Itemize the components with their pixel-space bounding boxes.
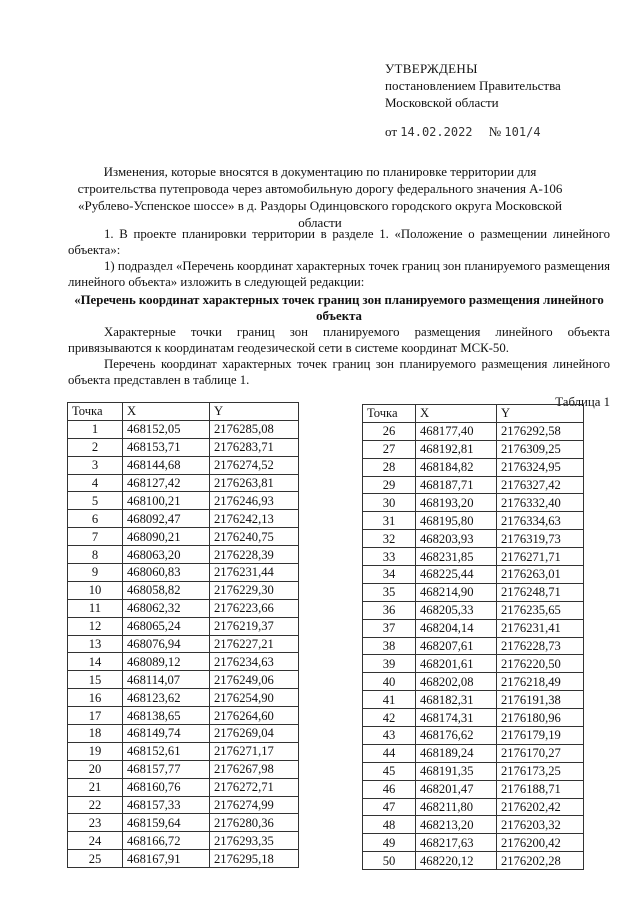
paragraph-3: Характерные точки границ зон планируемого размещения линейного объекта привязываются к координатам геодезической сети в системе координат МСК-50. <box>68 325 610 355</box>
cell-x: 468191,35 <box>416 762 497 780</box>
cell-point: 18 <box>68 725 123 743</box>
approval-date: 14.02.2022 <box>400 125 473 139</box>
table-row <box>68 796 299 814</box>
cell-point: 34 <box>363 566 416 584</box>
table-row <box>363 673 584 691</box>
table-row <box>68 850 299 868</box>
cell-x: 468202,08 <box>416 673 497 691</box>
cell-point: 31 <box>363 512 416 530</box>
cell-y: 2176219,37 <box>210 617 299 635</box>
table-row <box>363 476 584 494</box>
cell-y: 2176254,90 <box>210 689 299 707</box>
cell-y: 2176285,08 <box>210 420 299 438</box>
cell-y: 2176264,60 <box>210 707 299 725</box>
cell-y: 2176283,71 <box>210 438 299 456</box>
cell-y: 2176200,42 <box>497 834 584 852</box>
cell-point: 32 <box>363 530 416 548</box>
table-row <box>68 528 299 546</box>
cell-point: 11 <box>68 599 123 617</box>
approval-line-1: постановлением Правительства <box>385 78 561 93</box>
cell-x: 468207,61 <box>416 637 497 655</box>
cell-x: 468144,68 <box>123 456 210 474</box>
table-row <box>363 566 584 584</box>
number-prefix: № <box>488 124 502 139</box>
cell-x: 468127,42 <box>123 474 210 492</box>
approval-block <box>385 60 625 141</box>
cell-point: 37 <box>363 619 416 637</box>
cell-point: 26 <box>363 422 416 440</box>
cell-x: 468157,77 <box>123 760 210 778</box>
cell-y: 2176234,63 <box>210 653 299 671</box>
cell-y: 2176274,99 <box>210 796 299 814</box>
cell-x: 468123,62 <box>123 689 210 707</box>
cell-y: 2176235,65 <box>497 601 584 619</box>
cell-point: 5 <box>68 492 123 510</box>
table-row <box>363 834 584 852</box>
cell-x: 468189,24 <box>416 744 497 762</box>
coordinates-table-right <box>362 404 584 870</box>
cell-x: 468176,62 <box>416 727 497 745</box>
cell-point: 6 <box>68 510 123 528</box>
cell-y: 2176246,93 <box>210 492 299 510</box>
table-row <box>68 725 299 743</box>
cell-y: 2176218,49 <box>497 673 584 691</box>
table-row <box>363 655 584 673</box>
cell-x: 468217,63 <box>416 834 497 852</box>
cell-x: 468152,05 <box>123 420 210 438</box>
paragraph-2: 1) подраздел «Перечень координат характерных точек границ зон планируемого размещения линейного объекта» изложить в следующей редакции: <box>68 259 610 289</box>
cell-y: 2176309,25 <box>497 440 584 458</box>
table-row <box>363 512 584 530</box>
cell-x: 468213,20 <box>416 816 497 834</box>
table-row <box>68 760 299 778</box>
cell-x: 468193,20 <box>416 494 497 512</box>
cell-x: 468092,47 <box>123 510 210 528</box>
table-row <box>68 707 299 725</box>
cell-y: 2176293,35 <box>210 832 299 850</box>
cell-y: 2176274,52 <box>210 456 299 474</box>
cell-x: 468090,21 <box>123 528 210 546</box>
cell-x: 468211,80 <box>416 798 497 816</box>
cell-point: 42 <box>363 709 416 727</box>
table-row <box>68 742 299 760</box>
cell-point: 48 <box>363 816 416 834</box>
cell-y: 2176271,17 <box>210 742 299 760</box>
table-row <box>68 814 299 832</box>
cell-point: 29 <box>363 476 416 494</box>
date-prefix: от <box>385 124 398 139</box>
header-y: Y <box>210 403 299 421</box>
cell-y: 2176188,71 <box>497 780 584 798</box>
cell-x: 468204,14 <box>416 619 497 637</box>
cell-x: 468167,91 <box>123 850 210 868</box>
cell-point: 1 <box>68 420 123 438</box>
cell-point: 30 <box>363 494 416 512</box>
table-row <box>363 619 584 637</box>
cell-x: 468058,82 <box>123 581 210 599</box>
table-row <box>363 762 584 780</box>
cell-x: 468153,71 <box>123 438 210 456</box>
cell-point: 35 <box>363 583 416 601</box>
approval-meta <box>385 123 625 141</box>
cell-x: 468187,71 <box>416 476 497 494</box>
cell-x: 468149,74 <box>123 725 210 743</box>
table-row <box>68 474 299 492</box>
cell-point: 23 <box>68 814 123 832</box>
cell-x: 468184,82 <box>416 458 497 476</box>
cell-x: 468157,33 <box>123 796 210 814</box>
table-row <box>68 832 299 850</box>
cell-x: 468166,72 <box>123 832 210 850</box>
cell-point: 12 <box>68 617 123 635</box>
cell-y: 2176170,27 <box>497 744 584 762</box>
table-row <box>363 422 584 440</box>
table-row <box>363 601 584 619</box>
table-row <box>363 852 584 870</box>
cell-point: 21 <box>68 778 123 796</box>
cell-x: 468152,61 <box>123 742 210 760</box>
cell-y: 2176202,28 <box>497 852 584 870</box>
cell-point: 43 <box>363 727 416 745</box>
table-row <box>68 510 299 528</box>
table-row <box>363 548 584 566</box>
cell-point: 14 <box>68 653 123 671</box>
cell-y: 2176203,32 <box>497 816 584 834</box>
cell-x: 468089,12 <box>123 653 210 671</box>
table-row <box>68 671 299 689</box>
cell-point: 3 <box>68 456 123 474</box>
header-y: Y <box>497 405 584 423</box>
cell-x: 468231,85 <box>416 548 497 566</box>
cell-point: 50 <box>363 852 416 870</box>
table-caption: Таблица 1 <box>555 395 610 409</box>
cell-point: 17 <box>68 707 123 725</box>
table-row <box>363 780 584 798</box>
cell-y: 2176227,21 <box>210 635 299 653</box>
cell-point: 19 <box>68 742 123 760</box>
cell-x: 468138,65 <box>123 707 210 725</box>
cell-point: 15 <box>68 671 123 689</box>
cell-y: 2176269,04 <box>210 725 299 743</box>
cell-y: 2176191,38 <box>497 691 584 709</box>
cell-y: 2176240,75 <box>210 528 299 546</box>
cell-x: 468192,81 <box>416 440 497 458</box>
cell-point: 8 <box>68 546 123 564</box>
section-title: «Перечень координат характерных точек границ зон планируемого размещения линейного объекта <box>74 293 604 323</box>
cell-point: 10 <box>68 581 123 599</box>
cell-x: 468205,33 <box>416 601 497 619</box>
cell-y: 2176280,36 <box>210 814 299 832</box>
cell-point: 39 <box>363 655 416 673</box>
table-row <box>68 599 299 617</box>
cell-point: 45 <box>363 762 416 780</box>
cell-point: 33 <box>363 548 416 566</box>
cell-x: 468160,76 <box>123 778 210 796</box>
table-row <box>68 438 299 456</box>
cell-y: 2176292,58 <box>497 422 584 440</box>
cell-point: 44 <box>363 744 416 762</box>
cell-point: 22 <box>68 796 123 814</box>
table-row <box>363 637 584 655</box>
cell-y: 2176179,19 <box>497 727 584 745</box>
cell-x: 468225,44 <box>416 566 497 584</box>
cell-x: 468195,80 <box>416 512 497 530</box>
cell-point: 24 <box>68 832 123 850</box>
table-row <box>68 778 299 796</box>
approval-line-2: Московской области <box>385 95 499 110</box>
cell-y: 2176228,39 <box>210 546 299 564</box>
table-row <box>363 709 584 727</box>
table-row <box>68 689 299 707</box>
cell-x: 468060,83 <box>123 564 210 582</box>
table-row <box>68 653 299 671</box>
cell-point: 47 <box>363 798 416 816</box>
cell-y: 2176319,73 <box>497 530 584 548</box>
cell-point: 41 <box>363 691 416 709</box>
cell-x: 468177,40 <box>416 422 497 440</box>
cell-y: 2176267,98 <box>210 760 299 778</box>
cell-x: 468220,12 <box>416 852 497 870</box>
cell-y: 2176231,41 <box>497 619 584 637</box>
cell-y: 2176202,42 <box>497 798 584 816</box>
table-row <box>68 564 299 582</box>
header-point: Точка <box>68 403 123 421</box>
cell-y: 2176242,13 <box>210 510 299 528</box>
cell-x: 468214,90 <box>416 583 497 601</box>
cell-y: 2176334,63 <box>497 512 584 530</box>
cell-point: 28 <box>363 458 416 476</box>
table-row <box>68 420 299 438</box>
cell-y: 2176228,73 <box>497 637 584 655</box>
cell-point: 27 <box>363 440 416 458</box>
cell-y: 2176180,96 <box>497 709 584 727</box>
paragraph-1: 1. В проекте планировки территории в разделе 1. «Положение о размещении линейного объекта»: <box>68 227 610 257</box>
approval-number: 101/4 <box>504 125 541 139</box>
header-x: X <box>416 405 497 423</box>
cell-y: 2176263,81 <box>210 474 299 492</box>
table-row <box>363 691 584 709</box>
cell-point: 25 <box>68 850 123 868</box>
cell-y: 2176173,25 <box>497 762 584 780</box>
cell-x: 468201,61 <box>416 655 497 673</box>
table-row <box>363 727 584 745</box>
table-row <box>363 798 584 816</box>
document-heading: Изменения, которые вносятся в документацию по планировке территории для строительства путепровода через автомобильную дорогу федерального значения А-106 «Рублево-Успенское шоссе» в д. Раздоры Одинцовского городского округа Московской области <box>77 164 563 230</box>
cell-y: 2176272,71 <box>210 778 299 796</box>
cell-point: 20 <box>68 760 123 778</box>
table-header-row <box>68 403 299 421</box>
cell-x: 468063,20 <box>123 546 210 564</box>
cell-point: 4 <box>68 474 123 492</box>
table-row <box>68 635 299 653</box>
cell-x: 468174,31 <box>416 709 497 727</box>
table-row <box>363 494 584 512</box>
cell-y: 2176229,30 <box>210 581 299 599</box>
header-point: Точка <box>363 405 416 423</box>
table-row <box>68 546 299 564</box>
table-header-row <box>363 405 584 423</box>
cell-point: 49 <box>363 834 416 852</box>
cell-point: 36 <box>363 601 416 619</box>
cell-y: 2176231,44 <box>210 564 299 582</box>
cell-x: 468114,07 <box>123 671 210 689</box>
cell-x: 468201,47 <box>416 780 497 798</box>
cell-x: 468076,94 <box>123 635 210 653</box>
cell-y: 2176248,71 <box>497 583 584 601</box>
table-row <box>363 458 584 476</box>
cell-y: 2176220,50 <box>497 655 584 673</box>
table-row <box>363 530 584 548</box>
cell-point: 40 <box>363 673 416 691</box>
cell-y: 2176271,71 <box>497 548 584 566</box>
cell-y: 2176263,01 <box>497 566 584 584</box>
cell-y: 2176249,06 <box>210 671 299 689</box>
cell-point: 2 <box>68 438 123 456</box>
table-row <box>363 744 584 762</box>
cell-y: 2176295,18 <box>210 850 299 868</box>
table-row <box>68 617 299 635</box>
cell-point: 7 <box>68 528 123 546</box>
header-x: X <box>123 403 210 421</box>
cell-point: 13 <box>68 635 123 653</box>
cell-y: 2176324,95 <box>497 458 584 476</box>
cell-y: 2176223,66 <box>210 599 299 617</box>
cell-x: 468065,24 <box>123 617 210 635</box>
document-body <box>68 226 610 410</box>
cell-point: 16 <box>68 689 123 707</box>
cell-point: 9 <box>68 564 123 582</box>
cell-y: 2176327,42 <box>497 476 584 494</box>
table-row <box>68 456 299 474</box>
paragraph-4: Перечень координат характерных точек границ зон планируемого размещения линейного объекта представлен в таблице 1. <box>68 357 610 387</box>
cell-point: 38 <box>363 637 416 655</box>
cell-x: 468062,32 <box>123 599 210 617</box>
table-row <box>68 581 299 599</box>
cell-x: 468159,64 <box>123 814 210 832</box>
cell-point: 46 <box>363 780 416 798</box>
cell-x: 468203,93 <box>416 530 497 548</box>
cell-x: 468100,21 <box>123 492 210 510</box>
table-row <box>363 440 584 458</box>
table-row <box>363 816 584 834</box>
cell-x: 468182,31 <box>416 691 497 709</box>
cell-y: 2176332,40 <box>497 494 584 512</box>
approval-title: УТВЕРЖДЕНЫ <box>385 61 478 76</box>
table-row <box>68 492 299 510</box>
table-row <box>363 583 584 601</box>
coordinates-table-left <box>67 402 299 868</box>
